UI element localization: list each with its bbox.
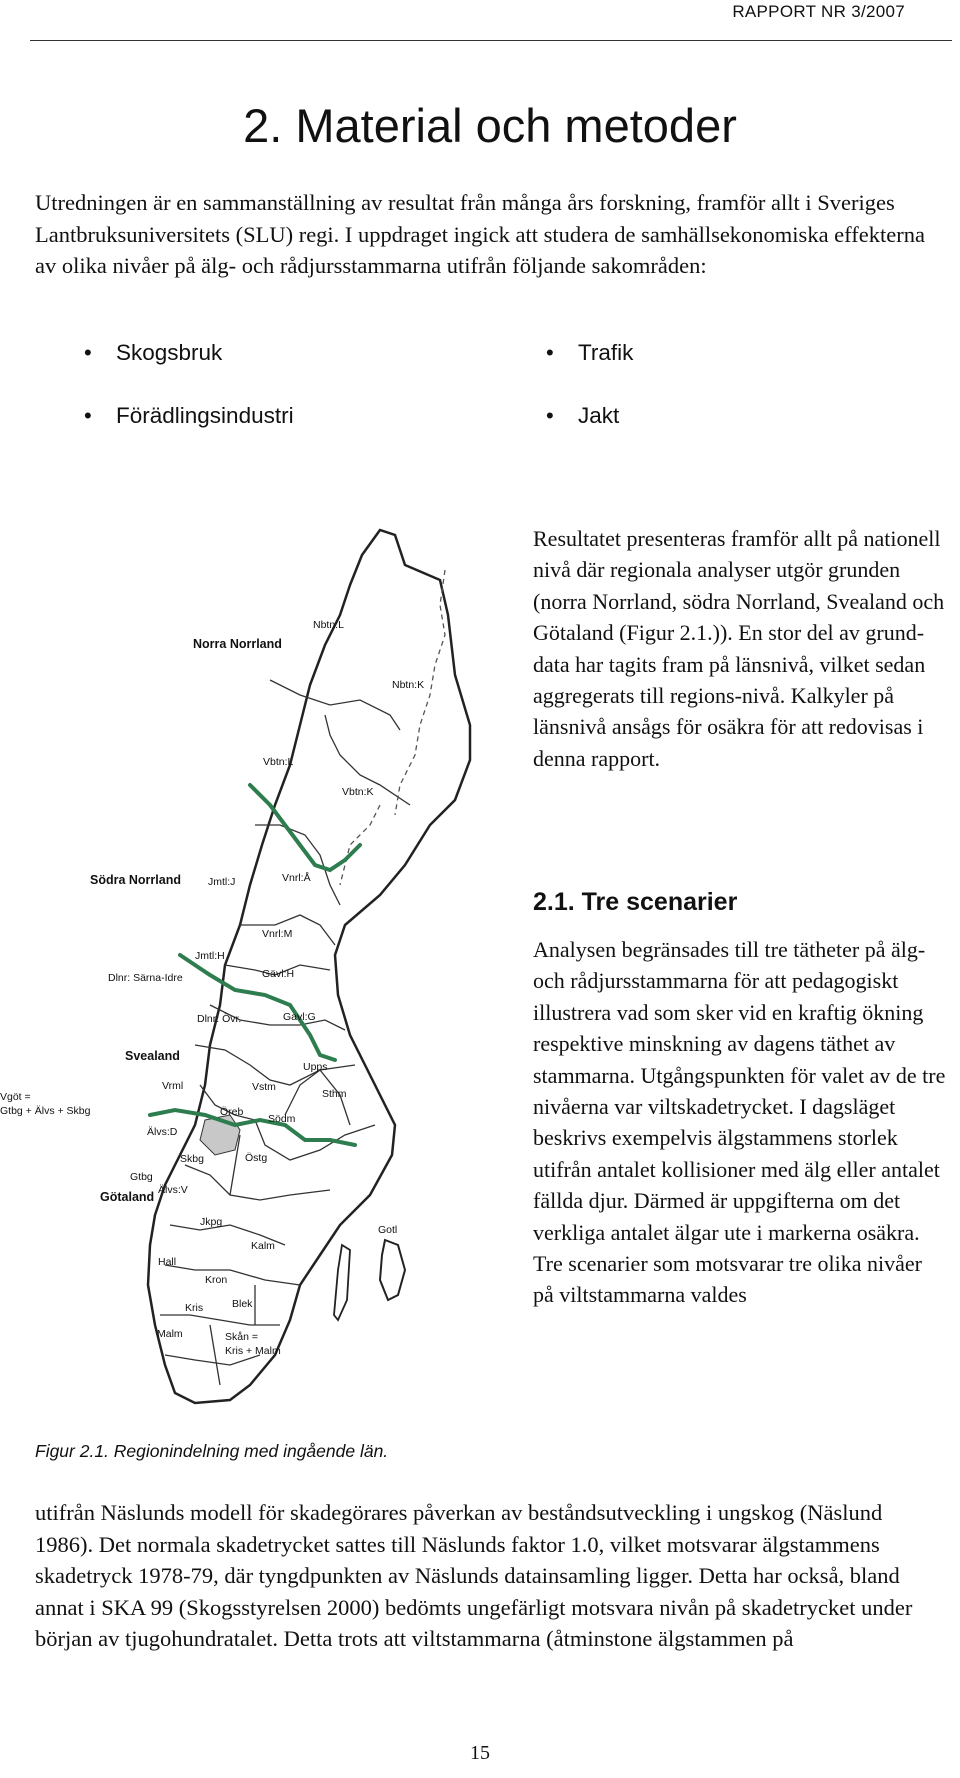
map-county-label: Vbtn:K [342, 786, 374, 798]
map-county-label: Upps [303, 1061, 328, 1073]
map-county-label: Älvs:V [158, 1184, 188, 1196]
map-county-label: Kalm [251, 1240, 275, 1252]
map-county-label: Gtbg [130, 1171, 153, 1183]
map-note-skan-line2: Kris + Malm [225, 1345, 281, 1357]
map-county-label: Jmtl:H [195, 950, 225, 962]
map-county-label: Gotl [378, 1224, 398, 1236]
map-county-label: Vbtn:L [263, 756, 294, 768]
map-county-label: Kris [185, 1302, 204, 1314]
map-county-label: Skbg [180, 1153, 204, 1165]
map-county-label: Vnrl:Å [282, 872, 311, 884]
map-county-label: Nbtn:L [313, 619, 344, 631]
figure-caption: Figur 2.1. Regionindelning med ingående län. [35, 1441, 389, 1461]
bullet-icon: • [84, 403, 92, 428]
map-county-label: Vstm [252, 1081, 276, 1093]
bullet-item [84, 340, 223, 366]
map-county-label: Kron [205, 1274, 228, 1286]
map-note-vgot-line2: Gtbg + Älvs + Skbg [0, 1105, 91, 1117]
header-rule [30, 40, 952, 41]
map-county-label: Öreb [220, 1106, 244, 1118]
map-county-label: Dlnr: Särna-Idre [108, 972, 183, 984]
bullet-label: Trafik [578, 340, 634, 365]
map-county-label: Jkpg [200, 1216, 223, 1228]
map-region-norra-norrland: Norra Norrland [193, 637, 282, 651]
map-region-sodra-norrland: Södra Norrland [90, 873, 181, 887]
sweden-region-map [0, 525, 530, 1430]
map-county-label: Vnrl:M [262, 928, 293, 940]
section-paragraph: Analysen begränsades till tre tätheter på älg- och rådjursstammarna för att pedagogiskt illustrera vad som sker vid en kraftig ökning respektive minskning av dagens täthet av stammarna. Utgångspunkten för valet av de tre nivåerna var viltskadetrycket. I dagsläget beskrivs exempelvis älgstammens storlek utifrån antalet kollisioner med älg eller antalet fällda djur. Därmed är uppgifterna om det verkliga antalet älgar ute i markerna osäkra. Tre scenarier som motsvarar tre olika nivåer på viltstammarna valdes [533, 937, 946, 1308]
chapter-title: 2. Material och metoder [243, 99, 737, 152]
map-county-label: Östg [245, 1152, 268, 1164]
map-county-label: Gavl:G [283, 1011, 316, 1023]
bullet-item [546, 340, 634, 366]
map-county-label: Gävl:H [262, 968, 295, 980]
page-number: 15 [470, 1742, 490, 1764]
running-head: RAPPORT NR 3/2007 [732, 2, 905, 21]
bullet-icon: • [84, 340, 92, 365]
oland-island [334, 1245, 350, 1320]
map-county-label: Hall [158, 1256, 177, 1268]
section-heading: 2.1. Tre scenarier [533, 888, 738, 916]
map-note-skan-line1: Skån = [225, 1331, 258, 1343]
bullet-label: Skogsbruk [116, 340, 223, 365]
bullet-item [84, 403, 294, 429]
map-county-label: Södm [268, 1113, 296, 1125]
intro-paragraph: Utredningen är en sammanställning av resultat från många års forskning, framför allt i Sveriges Lantbruksuniversitets (SLU) regi. I uppdraget ingick att studera de samhällsekonomiska effekterna av olika nivåer på älg- och rådjursstammarna utifrån följande sakområden: [35, 190, 925, 278]
continuation-paragraph: utifrån Näslunds modell för skadegörares påverkan av beståndsutveckling i ungskog (Näslund 1986). Det normala skadetrycket sattes till Näslunds faktor 1.0, vilket motsvarar älgstammens skadetryck 1978-79, där tyngdpunkten av Näslunds datainsamling ligger. Detta har också, bland annat i SKA 99 (Skogsstyrelsen 2000) bedömts ungefärligt motsvara nivån på skadetrycket under början av tjugohundratalet. Detta trots att viltstammarna (åtminstone älgstammen på [35, 1500, 913, 1651]
map-county-label: Älvs:D [147, 1126, 178, 1138]
bullet-icon: • [546, 340, 554, 365]
map-region-svealand: Svealand [125, 1049, 180, 1063]
map-county-label: Malm [157, 1328, 183, 1340]
map-county-label: Jmtl:J [208, 876, 236, 888]
map-county-label: Nbtn:K [392, 679, 425, 691]
map-region-gotaland: Götaland [100, 1190, 155, 1204]
bullet-icon: • [546, 403, 554, 428]
bullet-label: Jakt [578, 403, 620, 428]
bullet-item [546, 403, 620, 429]
gotland-island [380, 1240, 405, 1300]
map-county-label: Blek [232, 1298, 253, 1310]
map-county-label: Sthm [322, 1088, 347, 1100]
map-county-label: Vrml [162, 1080, 184, 1092]
map-note-vgot-line1: Vgöt = [0, 1091, 31, 1103]
map-county-label: Dlnr: Övr. [197, 1013, 242, 1025]
bullet-label: Förädlingsindustri [116, 403, 294, 428]
side-paragraph: Resultatet presenteras framför allt på nationell nivå där regionala analyser utgör grunden (norra Norrland, södra Norrland, Svealand och Götaland (Figur 2.1.)). En stor del av grund-data har tagits fram på länsnivå, vilket sedan aggregerats till regions-nivå. Kalkyler på länsnivå ansågs för osäkra för att redovisas i denna rapport. [533, 526, 945, 771]
